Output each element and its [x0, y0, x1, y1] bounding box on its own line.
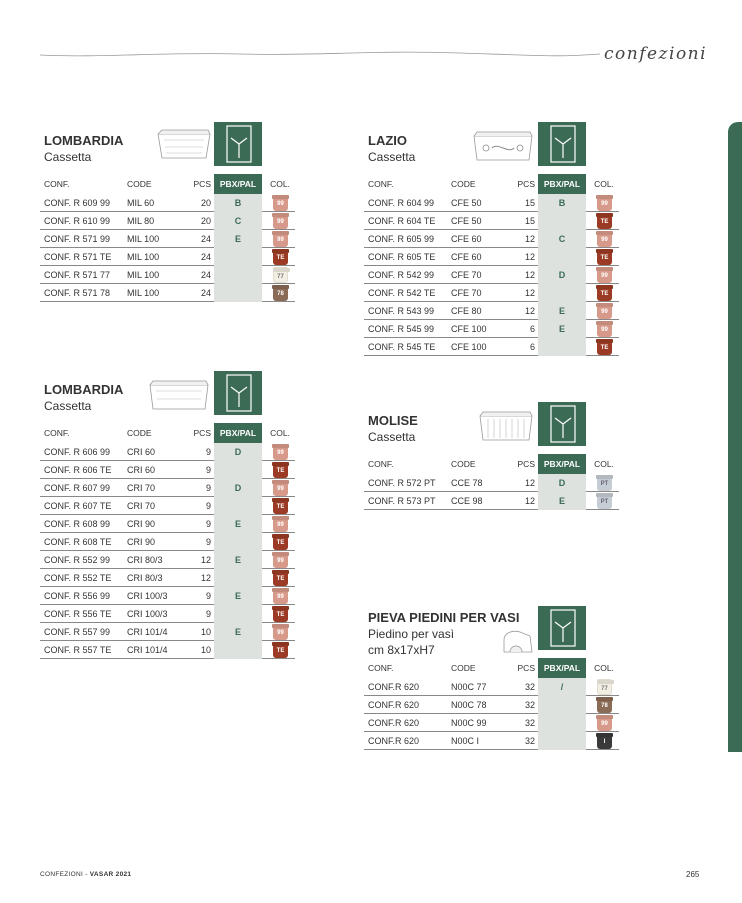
cell-conf: CONF.R 620 [368, 682, 420, 692]
color-pot-icon: I [597, 733, 612, 749]
header-pal: PBX/PAL [538, 454, 586, 474]
pot-foot-icon [500, 626, 536, 656]
color-pot-icon: 99 [597, 231, 612, 247]
cell-conf: CONF. R 608 TE [44, 537, 112, 547]
header-pcs: PCS [193, 179, 211, 189]
planter-box-icon [156, 128, 212, 162]
header-col: COL. [594, 179, 614, 189]
table-row [364, 338, 619, 356]
cell-pcs: 15 [524, 198, 535, 208]
cell-code: CRI 70 [127, 501, 156, 511]
color-pot-icon: 99 [597, 321, 612, 337]
color-pot-icon: 99 [273, 624, 288, 640]
color-pot-icon: PT [597, 475, 612, 491]
cell-code: CRI 80/3 [127, 555, 163, 565]
table-row [40, 515, 295, 533]
header-pcs: PCS [193, 428, 211, 438]
header-col: COL. [594, 459, 614, 469]
cell-pcs: 9 [205, 537, 211, 547]
header-code: CODE [451, 459, 476, 469]
header-code: CODE [127, 179, 152, 189]
cell-code: N00C 77 [451, 682, 487, 692]
footer-brand: VASAR 2021 [89, 871, 132, 878]
cell-pallet: E [538, 320, 586, 338]
cell-conf: CONF. R 543 99 [368, 306, 435, 316]
footer-section: CONFEZIONI [40, 871, 84, 878]
color-pot-icon: 77 [273, 267, 288, 283]
product-title: MOLISE [368, 413, 418, 428]
cell-pcs: 6 [529, 342, 535, 352]
cell-pcs: 6 [529, 324, 535, 334]
cell-conf: CONF. R 545 99 [368, 324, 435, 334]
cell-code: N00C 99 [451, 718, 487, 728]
cell-conf: CONF. R 610 99 [44, 216, 111, 226]
pallet-header-box [214, 122, 262, 166]
color-pot-icon: 99 [273, 516, 288, 532]
cell-conf: CONF. R 606 TE [44, 465, 112, 475]
color-pot-icon: TE [273, 249, 288, 265]
pallet-icon [226, 124, 252, 164]
table-row [364, 284, 619, 302]
color-pot-icon: 99 [273, 480, 288, 496]
color-pot-icon: TE [273, 642, 288, 658]
cell-pcs: 24 [200, 288, 211, 298]
side-tab [728, 122, 742, 752]
color-pot-icon: 99 [597, 303, 612, 319]
cell-pcs: 12 [524, 306, 535, 316]
header-conf: CONF. [368, 663, 394, 673]
color-pot-icon: TE [273, 606, 288, 622]
cell-code: CRI 90 [127, 537, 156, 547]
color-pot-icon: TE [273, 534, 288, 550]
product-title: LOMBARDIA [44, 133, 124, 148]
cell-pallet [538, 212, 586, 230]
cell-conf: CONF. R 604 99 [368, 198, 435, 208]
cell-pcs: 24 [200, 252, 211, 262]
cell-pallet [214, 248, 262, 266]
table-row [40, 248, 295, 266]
table-row [40, 533, 295, 551]
table-row [40, 497, 295, 515]
cell-pcs: 9 [205, 591, 211, 601]
cell-pcs: 12 [524, 270, 535, 280]
cell-conf: CONF. R 557 99 [44, 627, 111, 637]
table-header [364, 174, 619, 194]
table-row [364, 230, 619, 248]
cell-conf: CONF.R 620 [368, 700, 420, 710]
planter-box-icon [478, 410, 534, 444]
color-pot-icon: 99 [597, 715, 612, 731]
cell-code: CRI 70 [127, 483, 156, 493]
cell-code: MIL 100 [127, 234, 160, 244]
table-row [364, 248, 619, 266]
cell-pallet: E [214, 587, 262, 605]
cell-code: CRI 101/4 [127, 645, 168, 655]
cell-pallet [214, 284, 262, 302]
cell-pcs: 32 [524, 700, 535, 710]
cell-conf: CONF. R 556 99 [44, 591, 111, 601]
color-pot-icon: 99 [273, 231, 288, 247]
header-pcs: PCS [517, 179, 535, 189]
cell-conf: CONF. R 604 TE [368, 216, 436, 226]
product-title: LOMBARDIA [44, 382, 124, 397]
cell-pallet: / [538, 678, 586, 696]
table-row [364, 474, 619, 492]
cell-code: MIL 100 [127, 288, 160, 298]
color-pot-icon: TE [597, 339, 612, 355]
cell-conf: CONF. R 609 99 [44, 198, 111, 208]
color-pot-icon: 99 [273, 552, 288, 568]
cell-pallet [538, 714, 586, 732]
product-title: PIEVA PIEDINI PER VASI [368, 610, 520, 625]
cell-conf: CONF. R 552 TE [44, 573, 112, 583]
cell-pallet: D [214, 479, 262, 497]
planter-box-icon [148, 379, 210, 413]
cell-conf: CONF. R 605 99 [368, 234, 435, 244]
header-code: CODE [127, 428, 152, 438]
color-pot-icon: TE [273, 570, 288, 586]
color-pot-icon: 99 [273, 213, 288, 229]
cell-conf: CONF. R 571 78 [44, 288, 111, 298]
cell-pcs: 9 [205, 609, 211, 619]
cell-conf: CONF. R 607 99 [44, 483, 111, 493]
table-row [364, 212, 619, 230]
cell-pallet [538, 696, 586, 714]
color-pot-icon: TE [273, 498, 288, 514]
table-row [40, 623, 295, 641]
color-pot-icon: 99 [273, 444, 288, 460]
cell-code: CFE 50 [451, 198, 482, 208]
table-row [40, 569, 295, 587]
product-subtitle: Cassetta [44, 399, 92, 413]
table-header [40, 423, 295, 443]
cell-pallet: B [214, 194, 262, 212]
table-row [364, 266, 619, 284]
header-wave-line [40, 44, 600, 64]
cell-pcs: 12 [524, 288, 535, 298]
cell-pcs: 9 [205, 501, 211, 511]
cell-pcs: 12 [524, 496, 535, 506]
cell-pallet: C [538, 230, 586, 248]
cell-conf: CONF.R 620 [368, 736, 420, 746]
header-pal: PBX/PAL [214, 174, 262, 194]
cell-pallet: E [538, 492, 586, 510]
cell-code: MIL 60 [127, 198, 155, 208]
table-body [40, 443, 295, 659]
cell-pcs: 12 [200, 573, 211, 583]
product-subtitle: Piedino per vasì [368, 627, 455, 641]
table-body [364, 194, 619, 356]
cell-pcs: 12 [200, 555, 211, 565]
table-row [364, 492, 619, 510]
table-row [40, 641, 295, 659]
pallet-header-box [538, 402, 586, 446]
cell-pcs: 24 [200, 270, 211, 280]
cell-pallet [214, 497, 262, 515]
cell-pallet [538, 248, 586, 266]
cell-pallet [214, 461, 262, 479]
cell-conf: CONF. R 571 77 [44, 270, 111, 280]
color-pot-icon: 78 [597, 697, 612, 713]
cell-pcs: 10 [200, 627, 211, 637]
color-pot-icon: TE [597, 285, 612, 301]
table-row [40, 479, 295, 497]
cell-pcs: 9 [205, 519, 211, 529]
header-conf: CONF. [368, 179, 394, 189]
cell-code: CFE 80 [451, 306, 482, 316]
cell-code: CRI 90 [127, 519, 156, 529]
cell-pallet: B [538, 194, 586, 212]
product-block-lombardia-cri [40, 371, 295, 671]
table-row [40, 605, 295, 623]
cell-pcs: 9 [205, 465, 211, 475]
table-row [364, 194, 619, 212]
cell-code: MIL 100 [127, 252, 160, 262]
product-subtitle: Cassetta [368, 150, 416, 164]
header-col: COL. [270, 179, 290, 189]
table-body [40, 194, 295, 302]
header-pal: PBX/PAL [214, 423, 262, 443]
color-pot-icon: TE [597, 213, 612, 229]
cell-pallet: D [538, 474, 586, 492]
table-row [364, 714, 619, 732]
cell-code: CRI 60 [127, 447, 156, 457]
cell-conf: CONF. R 607 TE [44, 501, 112, 511]
cell-code: CRI 60 [127, 465, 156, 475]
cell-pallet [214, 266, 262, 284]
pallet-header-box [538, 606, 586, 650]
color-pot-icon: 99 [273, 195, 288, 211]
cell-code: N00C I [451, 736, 480, 746]
cell-code: MIL 80 [127, 216, 155, 226]
header-col: COL. [594, 663, 614, 673]
table-row [364, 732, 619, 750]
cell-pcs: 10 [200, 645, 211, 655]
header-pcs: PCS [517, 663, 535, 673]
product-block-lombardia-mil [40, 122, 295, 302]
cell-code: CFE 60 [451, 234, 482, 244]
header-col: COL. [270, 428, 290, 438]
cell-pallet: E [214, 230, 262, 248]
pallet-icon [550, 404, 576, 444]
color-pot-icon: 99 [273, 588, 288, 604]
product-subtitle: Cassetta [368, 430, 416, 444]
pallet-icon [550, 124, 576, 164]
cell-pallet [214, 641, 262, 659]
color-pot-icon: TE [273, 462, 288, 478]
section-title: confezioni [604, 44, 708, 64]
table-header [364, 454, 619, 474]
cell-conf: CONF. R 571 TE [44, 252, 112, 262]
cell-code: CFE 50 [451, 216, 482, 226]
product-block-pieva [364, 606, 619, 756]
color-pot-icon: 78 [273, 285, 288, 301]
product-title: LAZIO [368, 133, 407, 148]
cell-conf: CONF. R 542 99 [368, 270, 435, 280]
table-row [40, 551, 295, 569]
cell-code: CRI 80/3 [127, 573, 163, 583]
cell-conf: CONF. R 572 PT [368, 478, 436, 488]
table-row [364, 678, 619, 696]
header-code: CODE [451, 179, 476, 189]
cell-pcs: 20 [200, 216, 211, 226]
cell-code: CCE 98 [451, 496, 483, 506]
product-dimensions: cm 8x17xH7 [368, 643, 435, 657]
header-conf: CONF. [44, 179, 70, 189]
cell-code: N00C 78 [451, 700, 487, 710]
table-row [40, 212, 295, 230]
product-block-molise [364, 402, 619, 512]
cell-code: MIL 100 [127, 270, 160, 280]
color-pot-icon: 77 [597, 679, 612, 695]
cell-pcs: 9 [205, 483, 211, 493]
cell-pallet [538, 338, 586, 356]
cell-pallet [538, 284, 586, 302]
cell-pcs: 9 [205, 447, 211, 457]
table-row [364, 320, 619, 338]
header-conf: CONF. [368, 459, 394, 469]
table-row [40, 443, 295, 461]
table-body [364, 678, 619, 750]
cell-conf: CONF. R 556 TE [44, 609, 112, 619]
product-block-lazio [364, 122, 619, 362]
cell-conf: CONF. R 542 TE [368, 288, 436, 298]
cell-code: CFE 70 [451, 270, 482, 280]
cell-conf: CONF.R 620 [368, 718, 420, 728]
table-row [40, 284, 295, 302]
cell-code: CFE 100 [451, 342, 487, 352]
table-row [40, 194, 295, 212]
table-header [364, 658, 619, 678]
table-row [364, 302, 619, 320]
cell-pallet: D [214, 443, 262, 461]
product-subtitle: Cassetta [44, 150, 92, 164]
cell-code: CCE 78 [451, 478, 483, 488]
planter-box-icon [472, 130, 534, 164]
cell-code: CFE 70 [451, 288, 482, 298]
cell-code: CRI 101/4 [127, 627, 168, 637]
cell-pcs: 15 [524, 216, 535, 226]
header-conf: CONF. [44, 428, 70, 438]
cell-pcs: 24 [200, 234, 211, 244]
cell-code: CFE 60 [451, 252, 482, 262]
cell-pcs: 32 [524, 682, 535, 692]
color-pot-icon: 99 [597, 267, 612, 283]
page-number: 265 [686, 870, 700, 879]
table-row [40, 230, 295, 248]
header-pal: PBX/PAL [538, 658, 586, 678]
cell-pallet: E [214, 623, 262, 641]
pallet-header-box [538, 122, 586, 166]
cell-conf: CONF. R 573 PT [368, 496, 436, 506]
color-pot-icon: TE [597, 249, 612, 265]
cell-pcs: 20 [200, 198, 211, 208]
table-body [364, 474, 619, 510]
table-row [364, 696, 619, 714]
cell-code: CFE 100 [451, 324, 487, 334]
cell-pcs: 12 [524, 252, 535, 262]
cell-conf: CONF. R 571 99 [44, 234, 111, 244]
table-row [40, 461, 295, 479]
cell-conf: CONF. R 552 99 [44, 555, 111, 565]
table-row [40, 266, 295, 284]
cell-pallet: C [214, 212, 262, 230]
table-row [40, 587, 295, 605]
cell-conf: CONF. R 606 99 [44, 447, 111, 457]
cell-pallet: D [538, 266, 586, 284]
cell-pallet [538, 732, 586, 750]
cell-code: CRI 100/3 [127, 591, 168, 601]
cell-conf: CONF. R 557 TE [44, 645, 112, 655]
header-code: CODE [451, 663, 476, 673]
color-pot-icon: 99 [597, 195, 612, 211]
pallet-icon [226, 373, 252, 413]
header-pal: PBX/PAL [538, 174, 586, 194]
cell-pallet: E [538, 302, 586, 320]
cell-pallet [214, 605, 262, 623]
color-pot-icon: PT [597, 493, 612, 509]
cell-pcs: 32 [524, 718, 535, 728]
table-header [40, 174, 295, 194]
cell-conf: CONF. R 545 TE [368, 342, 436, 352]
cell-conf: CONF. R 608 99 [44, 519, 111, 529]
cell-pallet [214, 533, 262, 551]
cell-pallet: E [214, 551, 262, 569]
cell-pcs: 32 [524, 736, 535, 746]
pallet-header-box [214, 371, 262, 415]
cell-conf: CONF. R 605 TE [368, 252, 436, 262]
cell-pcs: 12 [524, 234, 535, 244]
pallet-icon [550, 608, 576, 648]
cell-pallet: E [214, 515, 262, 533]
cell-pallet [214, 569, 262, 587]
cell-pcs: 12 [524, 478, 535, 488]
footer-label: CONFEZIONI - VASAR 2021 [40, 871, 132, 878]
cell-code: CRI 100/3 [127, 609, 168, 619]
header-pcs: PCS [517, 459, 535, 469]
